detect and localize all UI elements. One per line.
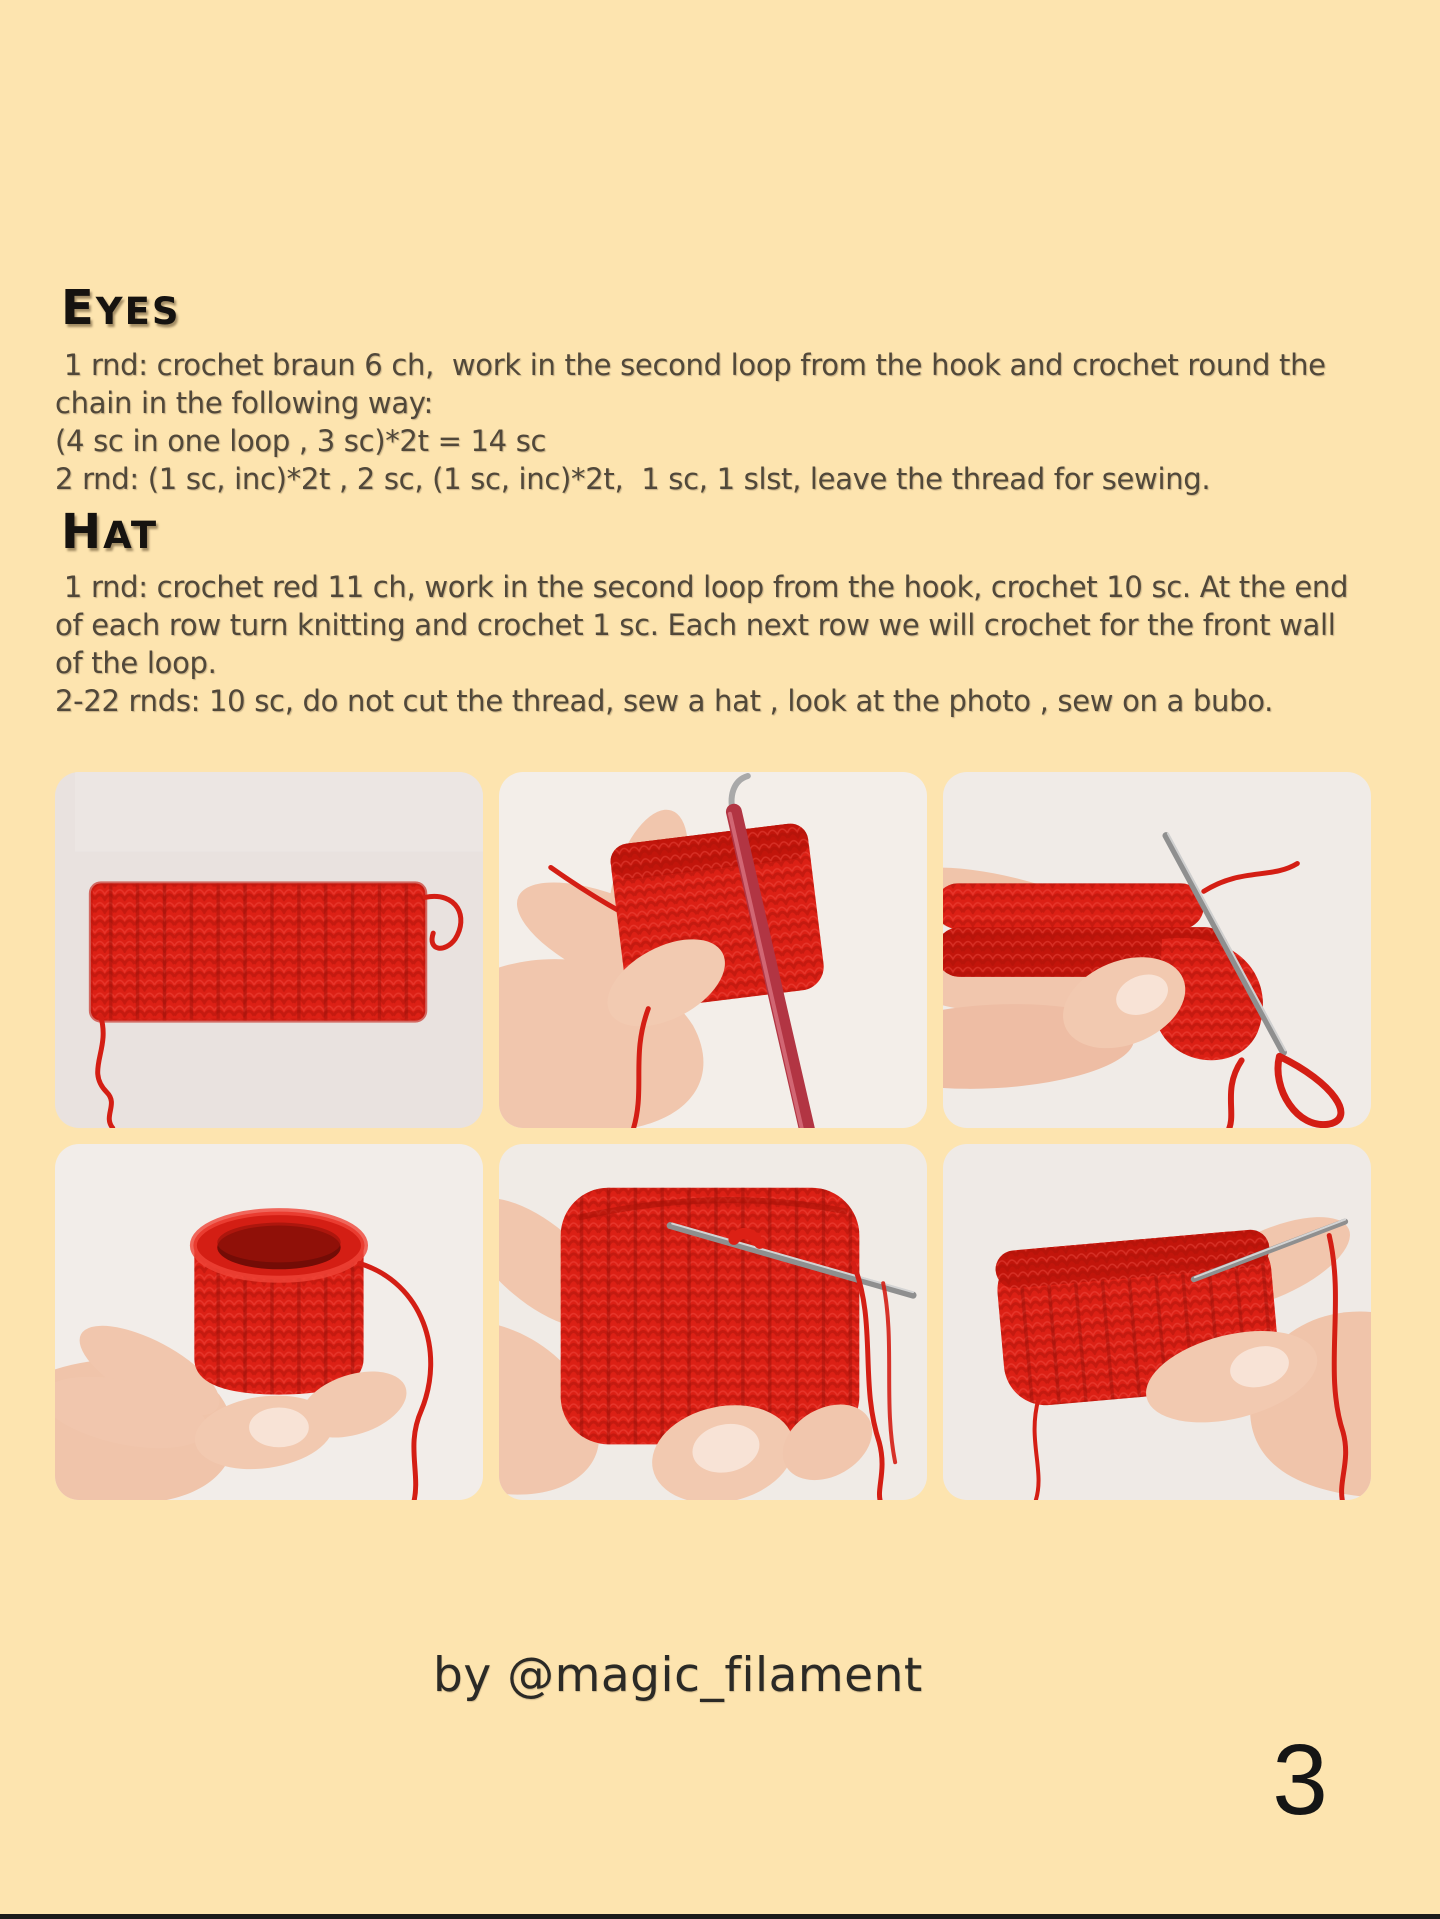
- instruction-line: 1 rnd: crochet braun 6 ch, work in the second loop from the hook and crochet round the: [55, 348, 1326, 382]
- sewing-needle-photo: [943, 772, 1371, 1128]
- crochet-tube-photo: [55, 1144, 483, 1500]
- photo-step-5: [499, 1144, 927, 1500]
- hat-instructions: [55, 568, 1348, 720]
- instruction-line: 1 rnd: crochet red 11 ch, work in the second loop from the hook, crochet 10 sc. At the end: [55, 570, 1349, 604]
- step-photo-grid: [55, 772, 1371, 1500]
- hand-tube-needle-photo: [943, 1144, 1371, 1500]
- eyes-heading: EYES: [61, 280, 181, 336]
- instruction-line: (4 sc in one loop , 3 sc)*2t = 14 sc: [55, 424, 547, 458]
- instruction-line: 2-22 rnds: 10 sc, do not cut the thread, sew a hat , look at the photo , sew on a bubo.: [55, 684, 1274, 718]
- photo-step-6: [943, 1144, 1371, 1500]
- photo-step-1: [55, 772, 483, 1128]
- credit-line: by @magic_filament: [433, 1648, 923, 1703]
- needle-through-stitches-photo: [499, 1144, 927, 1500]
- instruction-line: 2 rnd: (1 sc, inc)*2t , 2 sc, (1 sc, inc)*2t, 1 sc, 1 slst, leave the thread for sewing.: [55, 462, 1211, 496]
- section-eyes: [55, 280, 1326, 498]
- section-hat: [55, 504, 1349, 720]
- instruction-line: chain in the following way:: [55, 386, 434, 420]
- eyes-instructions: [55, 346, 1326, 498]
- instruction-line: of the loop.: [55, 646, 217, 680]
- hat-heading: HAT: [61, 504, 159, 560]
- photo-step-4: [55, 1144, 483, 1500]
- crochet-hook-photo: [499, 772, 927, 1128]
- photo-step-2: [499, 772, 927, 1128]
- page-number: 3: [1272, 1724, 1328, 1836]
- photo-step-3: [943, 772, 1371, 1128]
- instruction-line: of each row turn knitting and crochet 1 sc. Each next row we will crochet for the front wall: [55, 608, 1336, 642]
- bottom-edge-bar: [0, 1914, 1440, 1919]
- crochet-swatch-photo: [55, 772, 483, 1128]
